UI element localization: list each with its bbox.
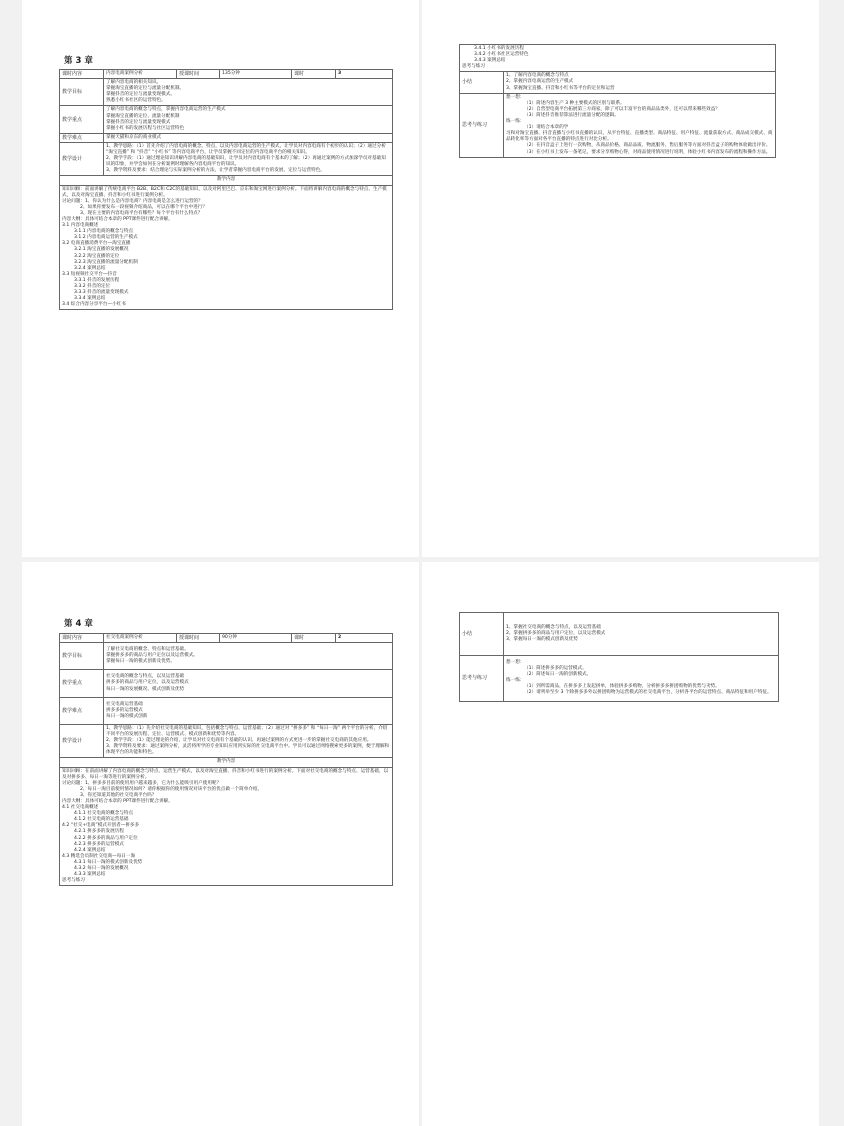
course-label: 课时内容 [60,634,104,643]
text-line: 3、掌握淘宝直播、抖音和小红书等平台的定位和运营 [506,85,615,91]
content-title: 教学内容 [60,176,393,185]
text-line: 掌握天猫和京东的商业模式 [106,134,162,140]
text-line: 掌握每日一淘的模式创新及优势。 [106,659,175,665]
text-line: 掌握淘宝直播的定位、流量分配机制 [106,113,180,119]
text-line: 3.2.4 案例总结 [74,265,106,271]
content-title-row [60,758,393,767]
content-title: 教学内容 [60,758,393,767]
lesson-plan-table-continued [459,44,776,158]
text-line: 3.2 电商直播消费平台—淘宝直播 [62,241,131,247]
document-page-2 [422,0,819,557]
lesson-plan-table [59,633,393,886]
text-line: 了解内容电商的概念与特点，掌握内容电商运营的生产模式 [106,107,226,113]
practice-row [460,656,779,702]
design-row [60,724,393,757]
difficulty-label: 教学难点 [60,133,104,142]
text-line: 3、掌握每日一淘的模式创新及优势 [506,637,578,643]
text-line: 3、教学资料及要求：结合理论与实际案例分析的方法，让学者掌握内容电商平台的发展、定位与运营特色。 [106,168,325,174]
goal-label: 教学目标 [60,79,104,106]
text-line: 2、教学手段：（1）能过理论的介绍，让学员对社交电商有个基础的认识，再通过案例的方式更进一步的掌握社交电商的其他应用。 [106,738,372,744]
summary-row [460,72,776,93]
text-line: 习和对淘宝直播、抖音直播与小红书直播的认识，从平台特征、直播类型、商品特征、用户特征、流量获取方式、商品成交模式、商品转化率等方面对各平台直播的特点进行对比分析。 [506,131,773,143]
text-line: 4.2.1 拼多多的发展历程 [74,829,124,835]
hours-label: 课时 [292,70,336,79]
text-line: 3.2.2 淘宝直播的定位 [74,253,120,259]
key-content [104,670,393,697]
text-line: 2、如果你要发布一段视频介绍商品，可以在哪个平台中进行？ [80,204,207,210]
text-line: 3.3.3 抖音的流量变现模式 [74,290,129,296]
lesson-plan-table [59,69,393,310]
text-line: 4.1 社交电商概述 [62,805,99,811]
text-line: （1）请结合本章的学 [524,125,569,131]
text-line: 3.3.2 抖音的定位 [74,284,111,289]
text-line: 1、了解内容电商的概念与特点 [506,73,569,79]
goal-row [60,643,393,670]
text-line: 拼多多的商品与用户定位，以及运营模式 [106,680,189,686]
text-line: 4.3.2 每日一淘的发展概况 [74,866,129,871]
text-line: 3、你还知道其他的社交电商平台吗？ [80,792,157,798]
text-line: （3）在小红书上发布一条笔记，要求分享购物心得，对商品使用情况进行说明，体验小红书内容发布的流程和操作方法。 [524,149,771,155]
text-line: 了解社交电商的概念、特点和运营基础。 [106,647,189,653]
key-label: 教学重点 [60,106,104,133]
hours-value: 2 [336,634,393,643]
text-line: 1、教学思路：（1）先介绍社交电商的基础知识，包括概念与特点、运营基础；（2）通过对 “拼多多” 和 “每日一淘” 两个平台的分析，介绍不同平台的发展历程、定位、运营模式、模式创新和优势等内容。 [106,725,388,738]
content-body [60,767,393,886]
design-content [104,724,393,757]
text-line: 社交电商的概念与特点，以及运营基础 [106,674,185,680]
text-line: 了解内容电商的相关知识。 [106,80,162,86]
key-label: 教学重点 [60,670,104,697]
time-label: 授课时间 [177,70,220,79]
text-line: 1、掌握社交电商的概念与特点，以及运营基础 [506,624,601,630]
text-line: 3.2.1 淘宝直播的发展概况 [74,247,129,253]
text-line: 知识回顾：在前面讲解了内容电商的概念与特点、运营生产模式，以及对淘宝直播、抖音和小红书进行的案例分析。下面对社交电商的概念与特点、运营基础，以及对拼多多、每日一淘等进行的案例分析。 [62,768,389,780]
text-line: 3.1.2 内容电商运营的生产模式 [74,235,138,241]
hours-value: 3 [336,70,393,79]
text-line: 3.3 短视频社交平台—抖音 [62,271,117,277]
time-label: 授课时间 [177,634,220,643]
text-line: （2）请列举至少 3 个除拼多多外以拼团购物为运营模式的社交电商平台，分析各平台的运营特点、商品特征和用户特征。 [524,690,772,696]
text-line: 拼多多的运营模式 [106,707,143,713]
text-line: （1）简述内容生产 3 种主要模式的区别与联系。 [524,100,625,106]
text-line: 掌握抖音的定位与流量变现模式。 [106,92,175,98]
content-row [460,45,776,72]
text-line: 掌握小红书的发展历程与社区运营特色 [106,125,185,131]
text-line: 3.3.4 案例总结 [74,296,106,302]
content-title-row [60,176,393,185]
text-line: 想一想： [506,94,525,100]
text-line: （2）在抖音盒子上进行一次购物，从商品价格、商品品质、物流服务、售后服务等方面对抖音盒子的购物体验做出评价。 [524,143,771,149]
practice-label: 思考与练习 [460,93,504,157]
text-line: 练一练： [506,678,525,684]
text-line: （2）简述每日一淘的创新模式。 [524,672,592,678]
practice-content [504,656,779,702]
text-line: 想一想： [506,660,525,665]
text-line: 1、教学思路：（1）首先介绍了内容电商的概念、特点，以及内容电商运营的生产模式，让学员对内容电商有个初步的认识；（2）通过分析 “淘宝直播” 和 “抖音” “小红书” 等内容电商平台，让学员掌握不同定位的内容电商平台的相关知识。 [106,143,386,156]
lesson-plan-table-continued [459,612,779,702]
text-line: 讨论问题：1、你认为什么是内容电商？内容电商是怎么进行运营的？ [62,198,203,204]
text-line: 4.3.1 每日一淘的模式创新及优势 [74,859,143,865]
goal-content [104,79,393,106]
text-line: 3.4 综合内容分享平台—小红书 [62,302,126,308]
text-line: 4.2.4 案例总结 [74,847,106,853]
summary-label: 小结 [460,613,504,656]
text-line: 4.2 “社交+电商”模式开创者—拼多多 [62,823,140,829]
difficulty-label: 教学难点 [60,697,104,724]
text-line: （1）简述拼多多的运营模式。 [524,666,587,672]
key-row [60,670,393,697]
text-line: 4.1.1 社交电商的概念与特点 [74,811,134,817]
key-content [104,106,393,133]
text-line: 掌握淘宝直播的定位与流量分配机制。 [106,86,185,92]
text-line: 3.2.3 淘宝直播的流量分配机制 [74,259,138,265]
practice-label: 思考与练习 [460,656,504,702]
goal-content [104,643,393,670]
document-page-3 [22,562,419,1126]
text-line: 3.3.1 抖音的发展历程 [74,277,120,283]
text-line: （2）自营型电商平台拓展第三方商家，除了可以丰富平台的商品品类外，还可以带来哪些效益？ [524,106,720,112]
key-row [60,106,393,133]
chapter-title: 第 4 章 [64,619,93,629]
design-content [104,142,393,175]
summary-content [504,613,779,656]
summary-content [504,72,776,93]
text-line: 每日一淘的模式创新 [106,713,148,719]
text-line: 社交电商运营基础 [106,701,143,707]
text-line: 2、教学手段：（1）通过理论知识讲解内容电商的基础知识，让学员对内容电商有个基本的了解；（2）再通过案例的方式加深学员对基础知识的印象，并学会如何在分析案例时理解各内容电商平台的知识。 [106,156,386,168]
text-line: 3.4.1 小红书的发展历程 [474,46,524,51]
practice-row [460,93,776,157]
text-line: 3.4.3 案例总结 [474,58,506,64]
goal-label: 教学目标 [60,643,104,670]
text-line: 思考与练习 [462,64,485,70]
text-line: 知识回顾：前面讲解了传统电商平台 B2B、B2C和 C2C的基础知识，以及对阿里巴巴、京东和淘宝网进行案例分析。下面将讲解内容电商的概念与特点、生产模式，以及对淘宝直播、抖音和小红书进行案例分析。 [62,186,387,198]
text-line: 2、掌握内容电商运营的生产模式 [506,79,574,85]
hours-label: 课时 [292,634,336,643]
text-line: 3.1 内容电商概述 [62,223,99,229]
design-row [60,142,393,175]
text-line: 每日一淘的发展概况、模式创新及优势 [106,686,185,692]
summary-row [460,613,779,656]
text-line: （1）到所需商品，在拼多多上发起拼单，体验拼多多购物，分析拼多多拼团购物的优势与劣势。 [524,684,720,690]
header-row [60,70,393,79]
text-line: 3、现在主要的内容电商平台有哪些？每个平台有什么特点？ [80,210,203,216]
text-line: 3、教学资料及要求：通过案例分析，灵活将所学的专业知识应用到实际的社交电商平台中。学员可以通过网络搜索更多的案例，便于理解和体现平台的功能和特色。 [106,744,390,756]
text-line: 4.3.3 案例总结 [74,872,106,878]
text-line: 3.1.1 内容电商的概念与特点 [74,229,134,235]
text-line: 内容大纲：具体可结合本章的 PPT课件进行配合讲解。 [62,798,173,804]
time-value: 90分钟 [220,634,292,643]
difficulty-row [60,697,393,724]
text-line: 3.4.2 小红书社区运营特色 [474,52,529,58]
text-line: 思考与练习 [62,878,85,884]
time-value: 135分钟 [220,70,292,79]
chapter-title: 第 3 章 [64,56,93,66]
document-page-1 [22,0,419,557]
text-line: 内容大纲：具体可结合本章的 PPT课件进行配合讲解。 [62,216,173,222]
text-line: 4.1.2 社交电商的运营基础 [74,817,129,823]
content-row [60,767,393,886]
content-body [60,185,393,310]
document-page-4 [422,562,819,1126]
difficulty-row [60,133,393,142]
course-value: 社交电商案例分析 [104,634,177,643]
practice-content [504,93,776,157]
text-line: 4.3 精选会员制社交电商—每日一淘 [62,853,136,859]
text-line: 4.2.2 拼多多的商品与用户定位 [74,835,138,841]
text-line: 练一练： [506,119,525,125]
text-line: 2、掌握拼多多的商品与用户定位，以及运营模式 [506,630,606,636]
text-line: （3）简述抖音推荐算法进行流量分配的逻辑。 [524,112,619,118]
content-row [60,185,393,310]
design-label: 教学设计 [60,724,104,757]
difficulty-content [104,697,393,724]
text-line: 掌握拼多多的商品与用户定位以及运营模式。 [106,653,198,659]
goal-row [60,79,393,106]
text-line: 2、每日一淘目前使用情况如何？请你根据你的使用情况对该平台的优点做一个简单介绍。 [80,786,263,792]
difficulty-content [104,133,393,142]
text-line: 讨论问题：1、拼多多目前的使用用户越来越多，它为什么能吸引用户使用呢？ [62,780,222,786]
text-line: 掌握抖音的定位与流量变现模式 [106,119,171,125]
course-label: 课时内容 [60,70,104,79]
design-label: 教学设计 [60,142,104,175]
text-line: 熟悉小红书社区的运营特色。 [106,98,166,104]
content-body [460,45,776,72]
summary-label: 小结 [460,72,504,93]
header-row [60,634,393,643]
text-line: 4.2.3 拼多多的运营模式 [74,841,124,847]
course-value: 内容电商案例分析 [104,70,177,79]
